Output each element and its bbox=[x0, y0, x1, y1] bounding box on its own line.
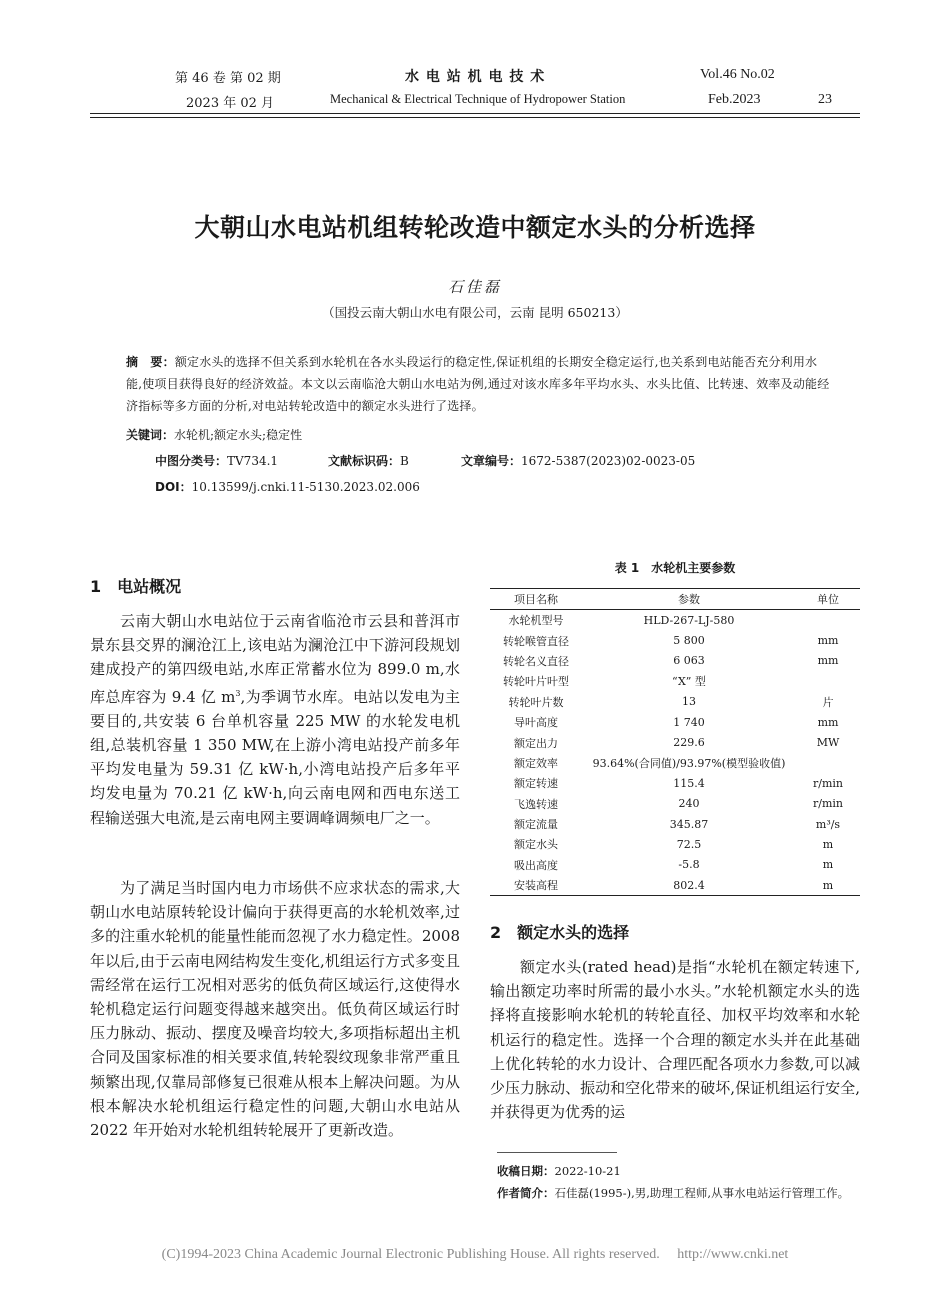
table-row bbox=[490, 671, 860, 691]
header-volume-en: Vol.46 No.02 bbox=[700, 67, 775, 82]
clc-value: TV734.1 bbox=[227, 454, 279, 468]
table-cell-unit: m bbox=[822, 837, 834, 851]
received-date: 2022-10-21 bbox=[554, 1164, 621, 1178]
table-row bbox=[490, 610, 860, 631]
table-cell-unit bbox=[796, 753, 860, 773]
table-header-param: 参数 bbox=[582, 589, 796, 610]
abstract bbox=[126, 351, 832, 417]
article-number-label: 文章编号： bbox=[461, 454, 522, 468]
bio-text: 石佳磊(1995-),男,助理工程师,从事水电站运行管理工作。 bbox=[554, 1186, 850, 1200]
section-1-p1-part-a: 云南大朝山水电站位于云南省临沧市云县和普洱市景东县交界的澜沧江上,该电站为澜沧江中下游河段规划建成投产的第四级电站,水库正常蓄水位为 899.0 m,水库总库容为 9.4 亿 m bbox=[90, 612, 460, 706]
paper-title: 大朝山水电站机组转轮改造中额定水头的分析选择 bbox=[194, 213, 756, 242]
table-row bbox=[490, 651, 860, 671]
table-cell-param: 229.6 bbox=[673, 736, 705, 750]
table-cell-item: 吸出高度 bbox=[514, 858, 558, 872]
clc-label: 中图分类号： bbox=[155, 454, 228, 468]
table-cell-item: 额定流量 bbox=[514, 818, 558, 832]
table-cell-param: “X” 型 bbox=[672, 675, 706, 689]
table-row bbox=[490, 794, 860, 814]
table-cell-param: 6 063 bbox=[673, 654, 705, 668]
document-code-value: B bbox=[400, 454, 409, 468]
table-cell-unit: mm bbox=[817, 715, 839, 729]
header-rule-thin bbox=[90, 117, 860, 118]
document-code bbox=[328, 452, 409, 469]
section-1-paragraph-1 bbox=[90, 609, 460, 830]
table-row bbox=[490, 630, 860, 650]
header-journal-en: Mechanical & Electrical Technique of Hydropower Station bbox=[330, 92, 626, 106]
header-rule-thick bbox=[90, 113, 860, 114]
table-cell-unit: m bbox=[796, 875, 860, 896]
abstract-text: 额定水头的选择不但关系到水轮机在各水头段运行的稳定性,保证机组的长期安全稳定运行,也关系到电站能否充分利用水能,使项目获得良好的经济效益。本文以云南临沧大朝山水电站为例,通过对该水库多年平均水头、水头比值、比转速、效率及动能经济指标等多方面的分析,对电站转轮改造中的额定水头进行了选择。 bbox=[126, 355, 830, 413]
clc-number bbox=[155, 452, 278, 469]
table-row bbox=[490, 875, 860, 896]
table-cell-item: 转轮喉管直径 bbox=[503, 634, 569, 648]
table-header-row bbox=[490, 589, 860, 610]
affiliation: （国投云南大朝山水电有限公司，云南 昆明 650213） bbox=[322, 305, 628, 320]
table-row bbox=[490, 692, 860, 712]
header-date-cn: 2023 年 02 月 bbox=[186, 96, 275, 111]
table-row bbox=[490, 732, 860, 752]
table-cell-item: 额定水头 bbox=[514, 838, 558, 852]
section-1-heading: 1 电站概况 bbox=[90, 577, 182, 596]
table-row bbox=[490, 834, 860, 854]
article-number bbox=[461, 452, 695, 469]
table-cell-item: 飞逸转速 bbox=[514, 797, 558, 811]
footnote-rule bbox=[497, 1152, 617, 1153]
author-name: 石佳磊 bbox=[447, 278, 502, 296]
table-cell-unit bbox=[796, 671, 860, 691]
header-journal-cn: 水 电 站 机 电 技 术 bbox=[405, 69, 546, 85]
table-cell-unit: r/min bbox=[813, 776, 843, 790]
table-cell-item: 转轮叶片叶型 bbox=[503, 675, 569, 689]
doi-value: 10.13599/j.cnki.11-5130.2023.02.006 bbox=[191, 480, 420, 494]
table-cell-unit: MW bbox=[816, 736, 840, 750]
section-2-paragraph-1: 额定水头(rated head)是指“水轮机在额定转速下,输出额定功率时所需的最小水头。”水轮机额定水头的选择将直接影响水轮机的转轮直径、加权平均效率和水轮机运行的稳定性。选择一个合理的额定水头并在此基础上优化转轮的水力设计、合理匹配各项水力参数,可以减少压力脉动、振动和空化带来的破坏,保证机组运行安全,并获得更为优秀的运 bbox=[490, 958, 860, 1122]
table-cell-item: 额定效率 bbox=[514, 756, 558, 770]
doi-label: DOI： bbox=[155, 480, 192, 494]
table-cell-item: 水轮机型号 bbox=[508, 614, 564, 628]
table-cell-param: 72.5 bbox=[676, 837, 702, 851]
abstract-label: 摘 要： bbox=[126, 355, 175, 369]
section-2-heading: 2 额定水头的选择 bbox=[490, 923, 630, 942]
footnote-bio bbox=[497, 1184, 860, 1203]
table-row bbox=[490, 712, 860, 732]
table-header-unit: 单位 bbox=[796, 589, 860, 610]
keywords-label: 关键词： bbox=[126, 428, 175, 442]
table-row bbox=[490, 773, 860, 793]
table-cell-param: 240 bbox=[678, 797, 700, 811]
bio-label: 作者简介： bbox=[497, 1186, 555, 1200]
table-row bbox=[490, 855, 860, 875]
keywords bbox=[126, 426, 302, 443]
table-cell-param: 1 740 bbox=[673, 715, 705, 729]
article-number-value: 1672-5387(2023)02-0023-05 bbox=[521, 454, 696, 468]
table-cell-param: 13 bbox=[682, 695, 696, 709]
table-cell-unit bbox=[796, 610, 860, 631]
table-cell-unit: mm bbox=[817, 654, 839, 668]
table-cell-item: 导叶高度 bbox=[514, 716, 558, 730]
footnote-received bbox=[497, 1162, 860, 1181]
keywords-text: 水轮机;额定水头;稳定性 bbox=[174, 428, 303, 442]
table-cell-item: 转轮名义直径 bbox=[503, 654, 569, 668]
table-header-item: 项目名称 bbox=[490, 589, 582, 610]
table-cell-param: -5.8 bbox=[678, 858, 700, 872]
table-cell-item: 转轮叶片数 bbox=[508, 695, 564, 709]
table-cell-item: 额定出力 bbox=[514, 736, 558, 750]
copyright-footer: (C)1994-2023 China Academic Journal Electronic Publishing House. All rights reserved. http://www.cnki.net bbox=[161, 1247, 789, 1262]
received-label: 收稿日期： bbox=[497, 1164, 555, 1178]
table-cell-param: 93.64%(合同值)/93.97%(模型验收值) bbox=[592, 756, 786, 770]
table-1 bbox=[490, 588, 860, 896]
section-1-p1-part-b: ,为季调节水库。电站以发电为主要目的,共安装 6 台单机容量 225 MW 的水轮发电机组,总装机容量 1 350 MW,在上游小湾电站投产前多年平均发电量为 59.31 亿 kW·h,小湾电站投产后多年平均发电量为 70.21 亿 kW·h,向云南电网和西电东送工程输送强大电流,是云南电网主要调峰调频电厂之一。 bbox=[90, 687, 460, 827]
doi bbox=[155, 478, 420, 495]
table-cell-unit: mm bbox=[817, 634, 839, 648]
table-row bbox=[490, 753, 860, 773]
table-cell-item: 额定转速 bbox=[514, 777, 558, 791]
table-cell-param: 5 800 bbox=[673, 634, 705, 648]
document-code-label: 文献标识码： bbox=[328, 454, 401, 468]
header-volume-cn: 第 46 卷 第 02 期 bbox=[175, 71, 281, 86]
table-cell-unit: r/min bbox=[813, 797, 843, 811]
table-cell-param: 345.87 bbox=[669, 817, 709, 831]
section-1-paragraph-2: 为了满足当时国内电力市场供不应求状态的需求,大朝山水电站原转轮设计偏向于获得更高的水轮机效率,过多的注重水轮机的能量性能而忽视了水力稳定性。2008 年以后,由于云南电网结构发生变化,机组运行方式多变且需经常在运行工况相对恶劣的低负荷区域运行,这使得水轮机稳定运行问题变得越来越突出。低负荷区域运行时压力脉动、振动、摆度及噪音均较大,多项指标超出主机合同及国家标准的相关要求值,转轮裂纹现象非常严重且频繁出现,仅靠局部修复已很难从根本上解决问题。为从根本解决水轮机组运行稳定性的问题,大朝山水电站从 2022 年开始对水轮机组转轮展开了更新改造。 bbox=[90, 879, 460, 1140]
header-date-en: Feb.2023 bbox=[708, 92, 761, 107]
table-cell-unit: m bbox=[822, 858, 834, 872]
table-1-caption: 表 1 水轮机主要参数 bbox=[614, 561, 736, 575]
table-cell-item: 安装高程 bbox=[490, 875, 582, 896]
table-cell-param: 115.4 bbox=[673, 776, 705, 790]
table-cell-unit: m³/s bbox=[815, 817, 841, 831]
table-row bbox=[490, 814, 860, 834]
page-number: 23 bbox=[818, 92, 832, 107]
table-cell-param: HLD-267-LJ-580 bbox=[643, 613, 735, 627]
superscript-3: 3 bbox=[235, 688, 241, 698]
table-cell-unit: 片 bbox=[822, 695, 834, 709]
table-cell-param: 802.4 bbox=[582, 875, 796, 896]
